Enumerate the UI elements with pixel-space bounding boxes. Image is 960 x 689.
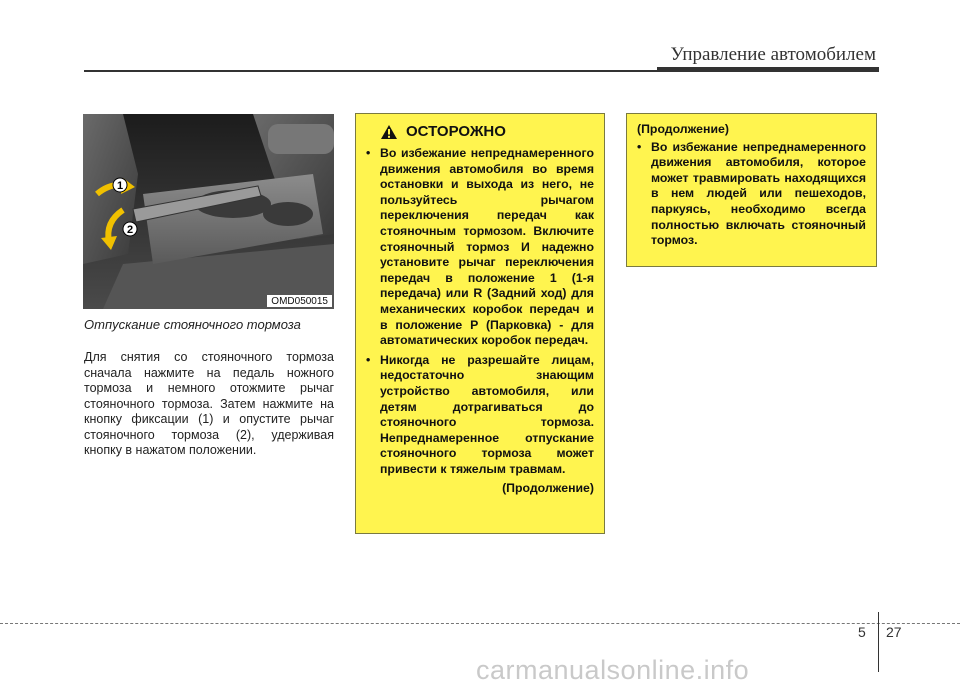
watermark: carmanualsonline.info (476, 655, 750, 685)
continuation-label: (Продолжение) (637, 122, 729, 136)
section-number: 5 (858, 624, 866, 640)
footer-divider (0, 623, 960, 624)
warning-triangle-icon (380, 124, 398, 140)
list-item: • Во избежание непреднамеренного движения автомобиля, которое может травмировать находящихся в нем людей или пешеходов, паркуясь, необходимо всегда полностью включать стояночный тормоз. (637, 140, 866, 249)
page-header-title: Управление автомобилем (670, 44, 876, 65)
continued-label: (Продолжение) (502, 481, 594, 496)
warning-heading (380, 124, 594, 140)
header-rule-accent (657, 67, 879, 72)
marker-2: 2 (126, 224, 134, 236)
warning-box (355, 113, 605, 534)
list-item: • Во избежание непреднамеренного движения автомобиля во время остановки и выхода из него, не пользуйтесь рычагом переключения передач как стояночным тормозом. Включите стояночный тормоз И надежно установите рычаг переключения передач в положение 1 (1-я передача) или R (Задний ход) для механических коробок передач и в положение P (Парковка) - для автоматических коробок передач. (366, 146, 594, 349)
marker-1: 1 (116, 180, 124, 192)
continuation-list (637, 140, 866, 249)
warning-list (366, 146, 594, 477)
list-item: • Никогда не разрешайте лицам, недостаточно знающим устройство автомобиля, или детям дотрагиваться до стояночного тормоза. Непреднамеренное отпускание стояночного тормоза может привести к тяжелым травмам. (366, 353, 594, 478)
parking-brake-photo (83, 114, 334, 309)
instruction-paragraph: Для снятия со стояночного тормоза сначала нажмите на педаль ножного тормоза и немного отожмите рычаг стояночного тормоза. Затем нажмите на кнопку фиксации (1) и опустите рычаг стояночного тормоза (2), удерживая кнопку в нажатом положении. (84, 350, 334, 457)
page-number: 27 (886, 624, 902, 640)
parking-brake-illustration (83, 114, 334, 309)
warning-title: ОСТОРОЖНО (406, 123, 506, 141)
continuation-box (626, 113, 877, 267)
figure-caption: Отпускание стояночного тормоза (84, 317, 301, 332)
figure-code: OMD050015 (267, 295, 332, 307)
footer-page-separator (878, 612, 879, 672)
